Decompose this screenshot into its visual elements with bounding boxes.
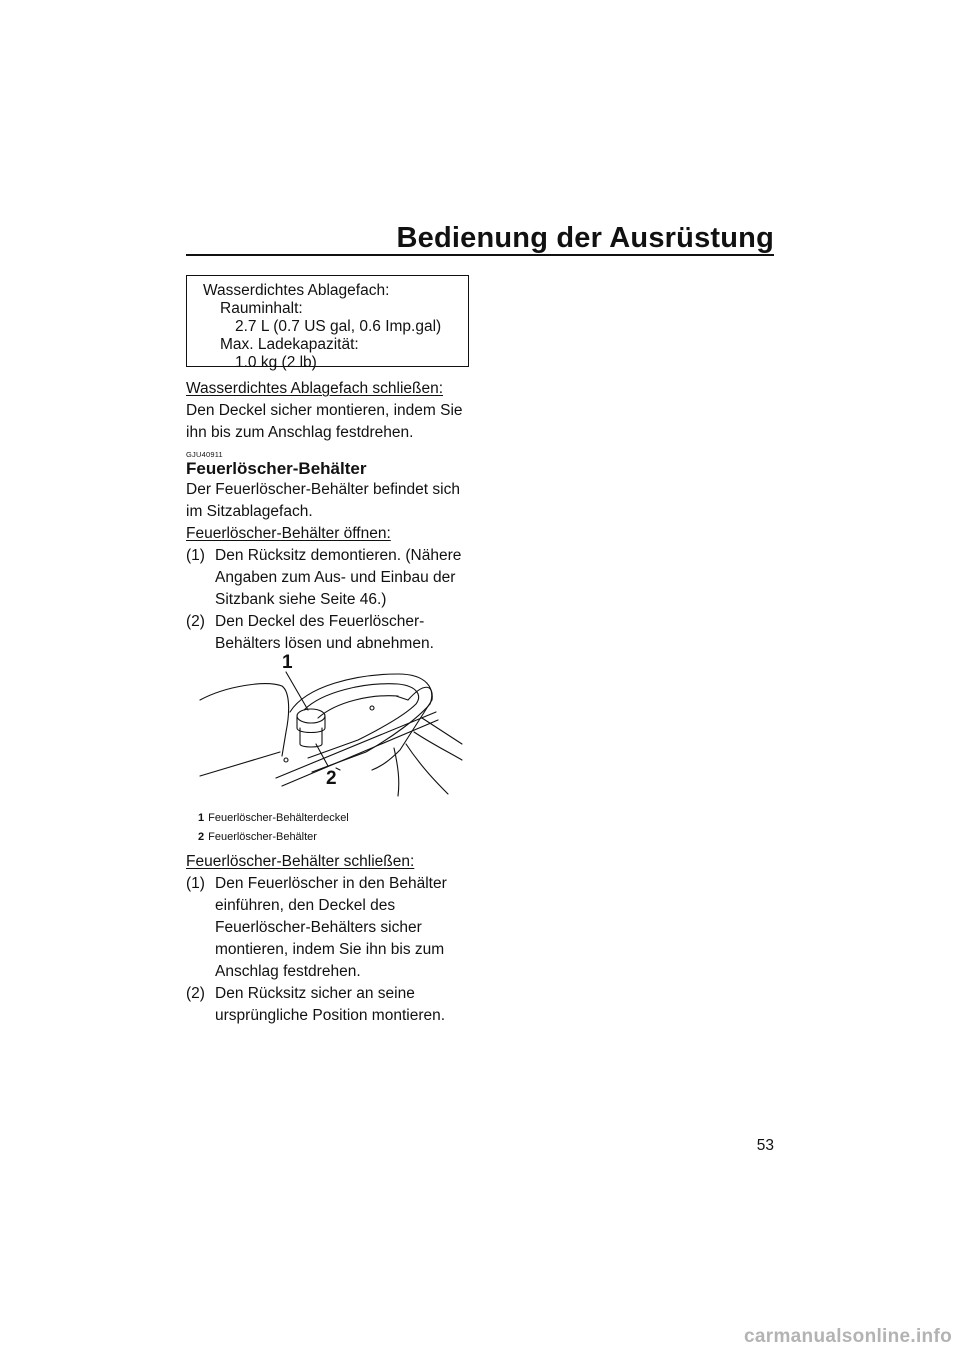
legend-label: Feuerlöscher-Behälter [208, 831, 317, 843]
spec-box [186, 275, 469, 371]
legend-number: 1 [198, 812, 205, 824]
title-rule [186, 254, 774, 256]
step-text: Den Rücksitz sicher an seine ursprüngliche Position montieren. [215, 985, 446, 1024]
step-text: Den Deckel des Feuerlöscher-Behälters lösen und abnehmen. [215, 613, 434, 652]
extinguisher-text: Der Feuerlöscher-Behälter befindet sich im Sitzablagefach. [186, 481, 460, 520]
legend-item [198, 809, 349, 828]
main-text [186, 378, 476, 655]
step-number: (2) [186, 613, 205, 630]
extinguisher-heading: Feuerlöscher-Behälter [186, 459, 367, 478]
legend-label: Feuerlöscher-Behälterdeckel [208, 812, 349, 824]
step-text: Den Rücksitz demontieren. (Nähere Angaben zum Aus- und Einbau der Sitzbank siehe Seite 46.) [215, 547, 462, 608]
close-storage-text: Den Deckel sicher montieren, indem Sie ihn bis zum Anschlag festdrehen. [186, 402, 463, 441]
seat-storage-drawing [186, 648, 472, 800]
figure-legend [198, 809, 349, 847]
close-extinguisher-heading: Feuerlöscher-Behälter schließen: [186, 853, 415, 870]
callout-2: 2 [326, 768, 337, 789]
close-storage-heading: Wasserdichtes Ablagefach schließen: [186, 380, 444, 397]
capacity-label: Rauminhalt: [220, 300, 303, 317]
open-heading: Feuerlöscher-Behälter öffnen: [186, 525, 391, 542]
capacity-value: 2.7 L (0.7 US gal, 0.6 Imp.gal) [235, 318, 442, 335]
legend-item [198, 828, 349, 847]
step-number: (2) [186, 985, 205, 1002]
list-item [186, 983, 476, 1027]
page-number: 53 [756, 1137, 774, 1154]
page-title: Bedienung der Ausrüstung [396, 222, 774, 254]
list-item [186, 545, 476, 611]
load-value: 1.0 kg (2 lb) [235, 354, 317, 371]
spec-title: Wasserdichtes Ablagefach: [203, 282, 390, 299]
close-extinguisher-section [186, 851, 476, 1027]
step-number: (1) [186, 875, 205, 892]
section-code: GJU40911 [186, 450, 223, 459]
step-text: Den Feuerlöscher in den Behälter einführen, den Deckel des Feuerlöscher-Behälters sicher montieren, indem Sie ihn bis zum Anschlag festdrehen. [215, 875, 447, 980]
load-label: Max. Ladekapazität: [220, 336, 359, 353]
step-number: (1) [186, 547, 205, 564]
legend-number: 2 [198, 831, 205, 843]
extinguisher-illustration [186, 648, 472, 800]
footer-watermark[interactable]: carmanualsonline.info [744, 1326, 952, 1347]
list-item [186, 873, 476, 983]
callout-1: 1 [282, 652, 293, 673]
